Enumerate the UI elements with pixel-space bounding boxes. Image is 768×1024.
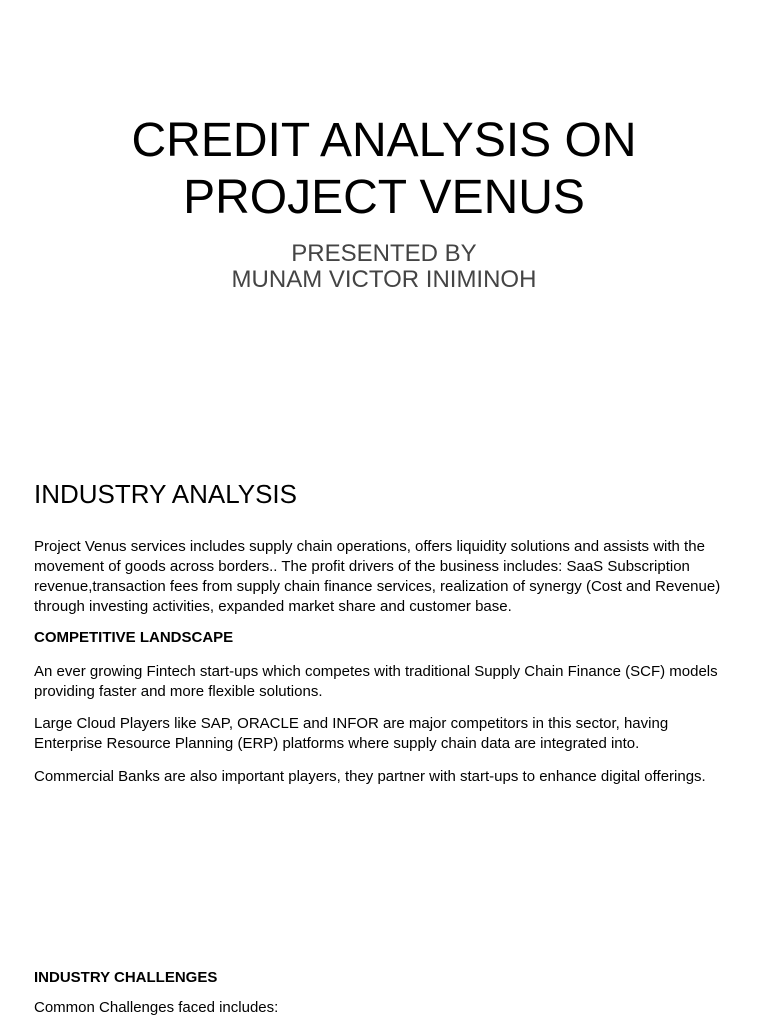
industry-analysis-paragraph: Project Venus services includes supply chain operations, offers liquidity solutions and assists with the movement of goods across borders.. The profit drivers of the business includes: SaaS Subscription revenue,transaction fees from supply chain finance services, realization of synergy (Cost and Revenue) through investing activities, expanded market share and customer base. [34,538,721,615]
competitive-landscape-heading: COMPETITIVE LANDSCAPE [34,629,234,646]
presenter-name: MUNAM VICTOR INIMINOH [231,266,537,293]
presented-by-label: PRESENTED BY [291,240,477,267]
industry-challenges-intro: Common Challenges faced includes: [34,999,279,1016]
document-title-line-2: PROJECT VENUS [183,171,585,224]
document-title-line-1: CREDIT ANALYSIS ON [131,114,637,167]
competitive-landscape-paragraph-1: An ever growing Fintech start-ups which competes with traditional Supply Chain Finance (SCF) models providing faster and more flexible solutions. [34,663,718,700]
document-title [0,112,768,226]
industry-analysis-heading: INDUSTRY ANALYSIS [34,479,297,509]
competitive-landscape-paragraph-3: Commercial Banks are also important players, they partner with start-ups to enhance digital offerings. [34,768,706,785]
industry-challenges-heading: INDUSTRY CHALLENGES [34,969,218,986]
competitive-landscape-paragraph-2: Large Cloud Players like SAP, ORACLE and INFOR are major competitors in this sector, having Enterprise Resource Planning (ERP) platforms where supply chain data are integrated into. [34,715,669,752]
presenter-block [0,241,768,293]
